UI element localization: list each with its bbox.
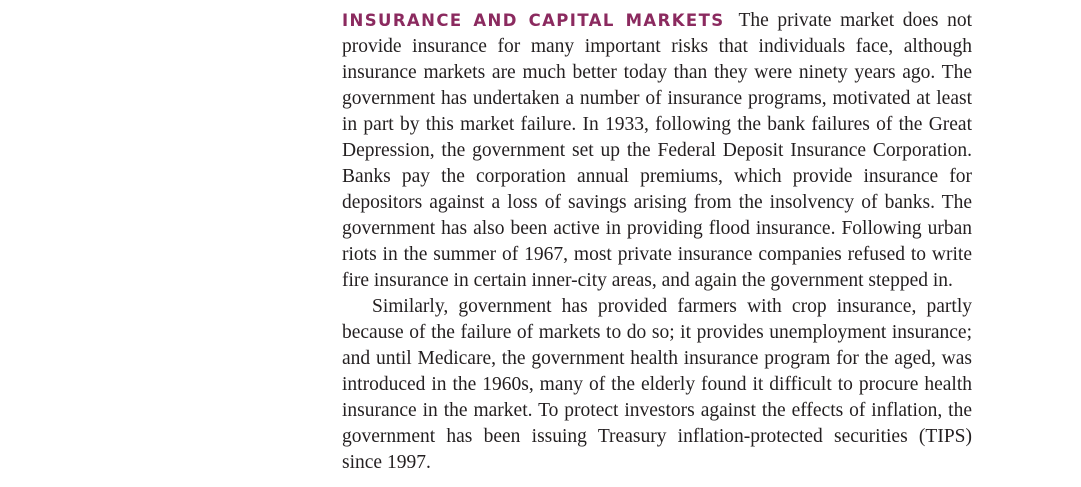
paragraph-insurance-markets (342, 8, 972, 294)
paragraph-2-text: Similarly, government has provided farmers with crop insurance, partly because of the failure of markets to do so; it provides unemployment insurance; and until Medicare, the government health insurance program for the aged, was introduced in the 1960s, many of the elderly found it difficult to procure health insurance in the market. To protect investors against the effects of inflation, the government has been issuing Treasury inflation-protected securities (TIPS) since 1997. (342, 296, 972, 473)
text-column (342, 8, 972, 476)
paragraph-government-programs (342, 294, 972, 476)
paragraph-1-text: The private market does not provide insurance for many important risks that individuals face, although insurance markets are much better today than they were ninety years ago. The government has undertaken a number of insurance programs, motivated at least in part by this market failure. In 1933, following the bank failures of the Great Depression, the government set up the Federal Deposit Insurance Corporation. Banks pay the corporation annual premiums, which provide insurance for depositors against a loss of savings arising from the insolvency of banks. The government has also been active in providing flood insurance. Following urban riots in the summer of 1967, most private insurance companies refused to write fire insurance in certain inner-city areas, and again the government stepped in. (342, 10, 972, 291)
section-heading: INSURANCE AND CAPITAL MARKETS (342, 11, 725, 30)
